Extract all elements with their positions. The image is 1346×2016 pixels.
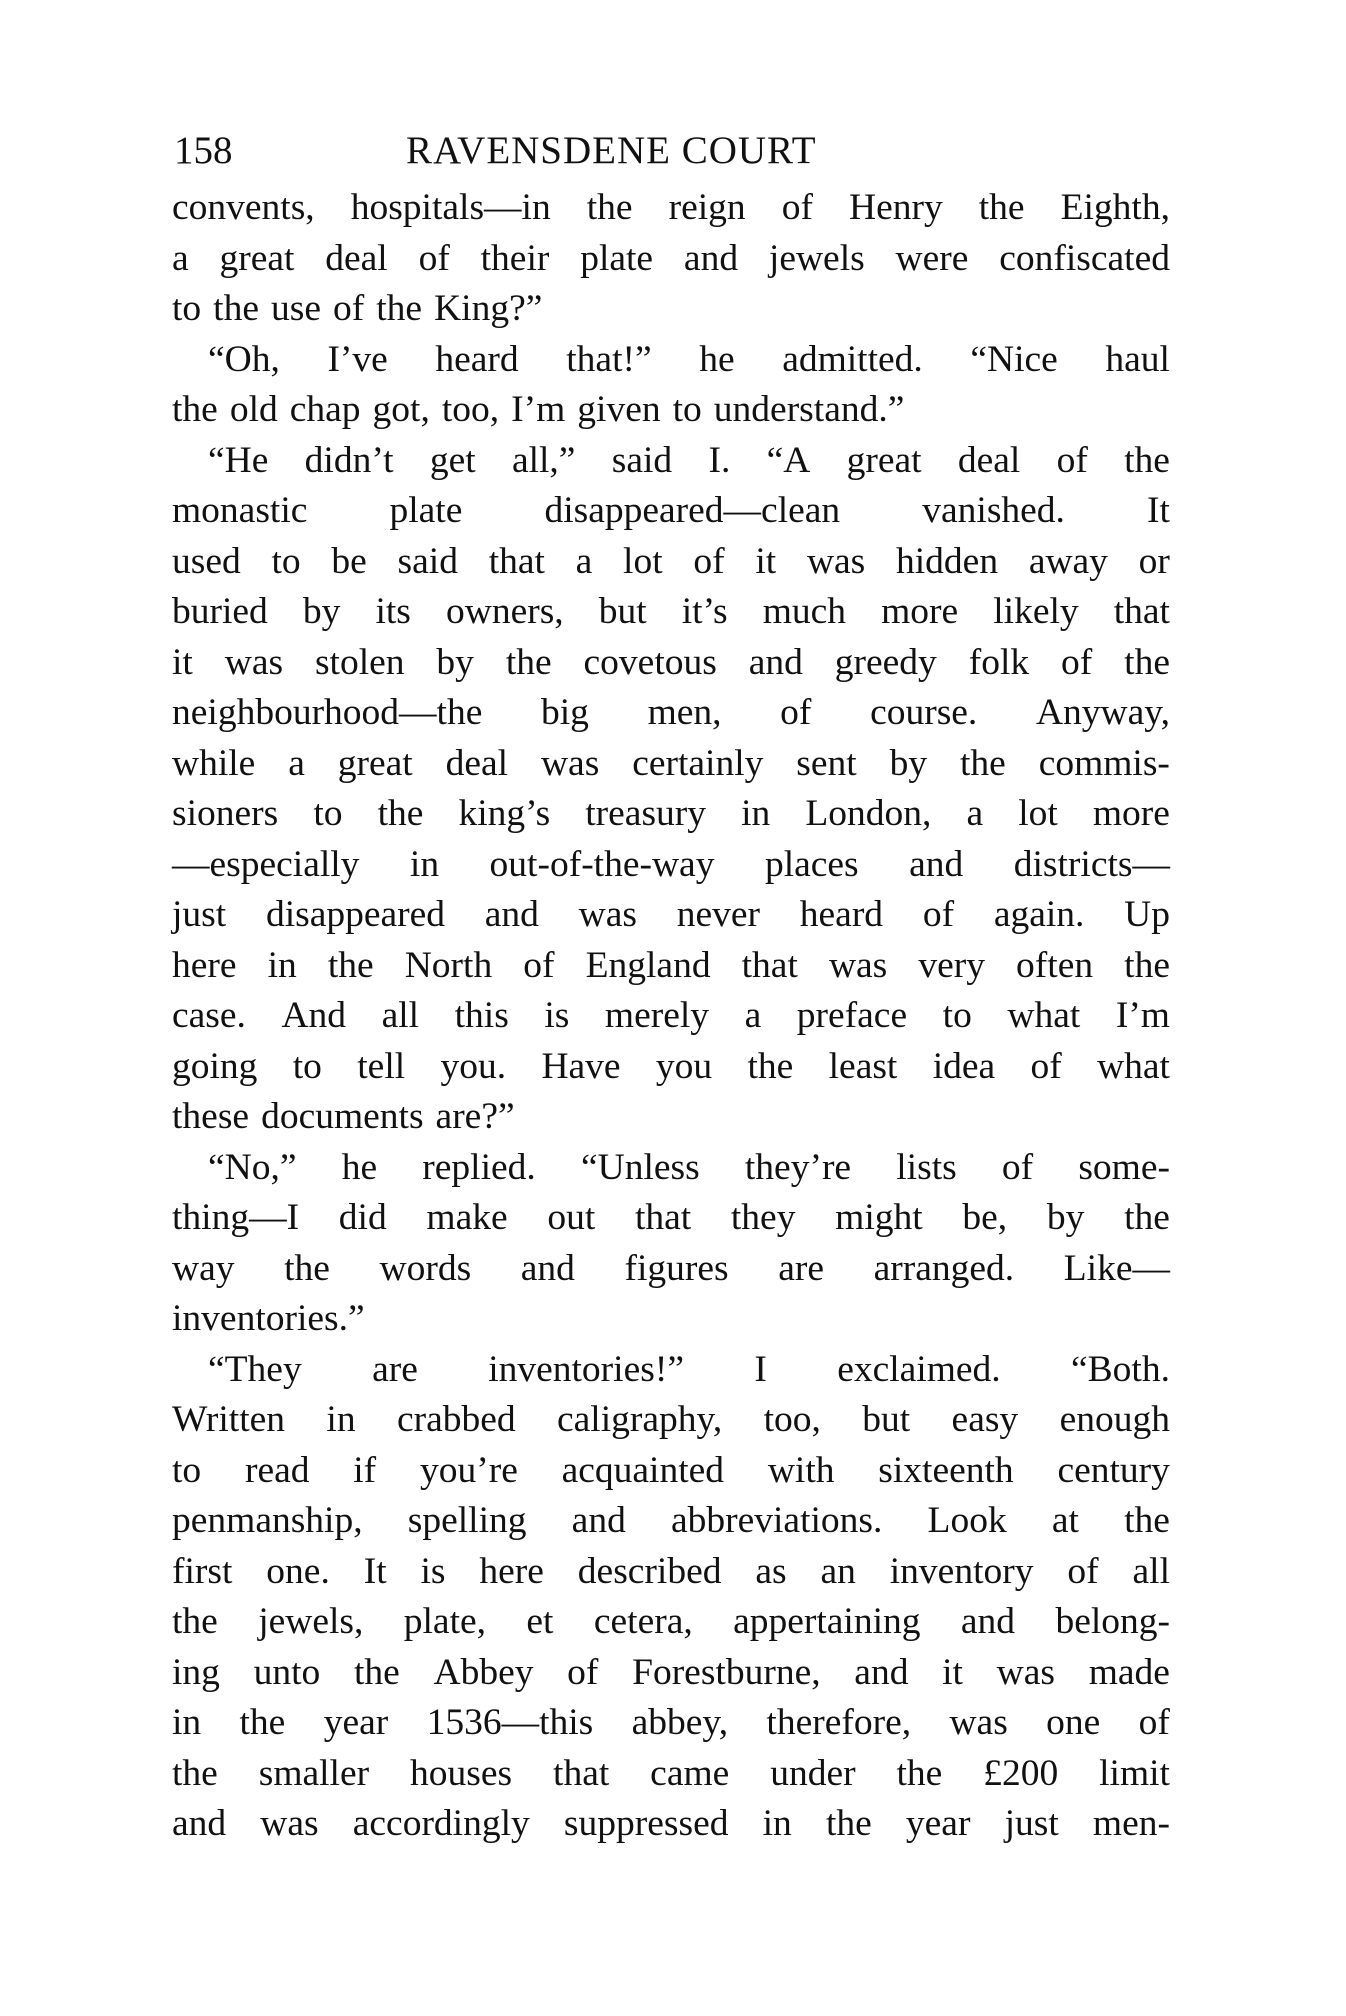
text-line: —especially in out-of-the-way places and districts— [172, 843, 1170, 885]
text-line: the smaller houses that came under the £200 limit [172, 1752, 1170, 1794]
text-line: inventories.” [172, 1298, 365, 1339]
text-line: thing—I did make out that they might be, by the [172, 1197, 1170, 1238]
running-title: RAVENSDENE COURT [406, 129, 817, 172]
body-text [172, 183, 1170, 1850]
text-line: case. And all this is merely a preface to what I’m [172, 995, 1170, 1036]
text-line: convents, hospitals—in the reign of Henry the Eighth, [172, 187, 1170, 228]
text-line: it was stolen by the covetous and greedy folk of the [172, 641, 1170, 683]
text-line: the old chap got, too, I’m given to understand.” [172, 389, 905, 430]
text-line: while a great deal was certainly sent by the commis- [172, 742, 1170, 784]
text-line: buried by its owners, but it’s much more likely that [172, 591, 1170, 632]
page-header [174, 126, 1174, 176]
text-line: going to tell you. Have you the least idea of what [172, 1045, 1170, 1087]
text-line: “He didn’t get all,” said I. “A great deal of the [208, 439, 1170, 481]
text-line: in the year 1536—this abbey, therefore, was one of [172, 1702, 1170, 1743]
text-line: these documents are?” [172, 1096, 515, 1137]
text-line: monastic plate disappeared—clean vanished. It [172, 490, 1170, 531]
text-line: here in the North of England that was very often the [172, 944, 1170, 986]
text-line: penmanship, spelling and abbreviations. Look at the [172, 1500, 1170, 1541]
text-line: “Oh, I’ve heard that!” he admitted. “Nice haul [208, 338, 1170, 380]
text-line: used to be said that a lot of it was hidden away or [172, 540, 1170, 582]
text-line: a great deal of their plate and jewels were confiscated [172, 237, 1170, 279]
text-line: to the use of the King?” [172, 288, 543, 329]
text-line: “No,” he replied. “Unless they’re lists of some- [208, 1146, 1170, 1188]
text-line: ing unto the Abbey of Forestburne, and it was made [172, 1651, 1170, 1693]
text-line: to read if you’re acquainted with sixteenth century [172, 1449, 1170, 1491]
text-line: first one. It is here described as an inventory of all [172, 1550, 1170, 1592]
text-line: neighbourhood—the big men, of course. Anyway, [172, 692, 1170, 733]
text-line: Written in crabbed caligraphy, too, but easy enough [172, 1399, 1170, 1440]
text-line: the jewels, plate, et cetera, appertaining and belong- [172, 1601, 1170, 1642]
text-line: just disappeared and was never heard of again. Up [172, 894, 1170, 935]
text-line: and was accordingly suppressed in the year just men- [172, 1803, 1170, 1844]
page-number: 158 [174, 129, 233, 172]
text-line: “They are inventories!” I exclaimed. “Both. [208, 1348, 1170, 1390]
text-line: sioners to the king’s treasury in London, a lot more [172, 793, 1170, 834]
text-line: way the words and figures are arranged. Like— [172, 1247, 1170, 1289]
